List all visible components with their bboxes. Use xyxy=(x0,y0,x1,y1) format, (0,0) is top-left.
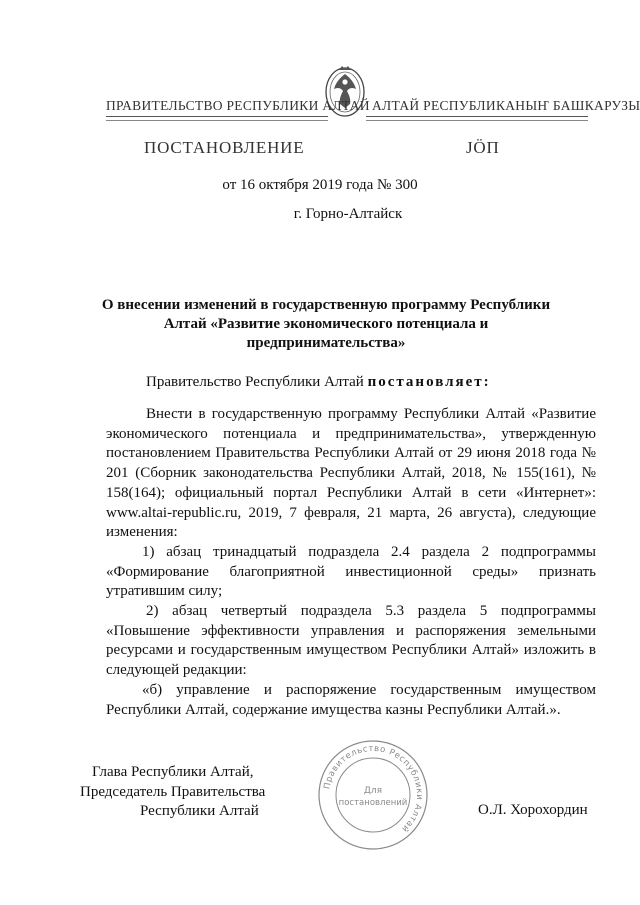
body-paragraph: Внести в государственную программу Республики Алтай «Развитие экономического потенциала и предпринимательства», утвержденную постановлением Правительства Республики Алтай от 29 июня 2018 года № 201 (Сборник законодательства Республики Алтай, 2018, № 155(161), № 158(164); официальный портал Республики Алтай в сети «Интернет»: www.altai-republic.ru, 2019, 7 февраля, 21 марта, 26 августа), следующие изменения: xyxy=(106,406,596,541)
header-right-org: АЛТАЙ РЕСПУБЛИКАНЫҤ БАШКАРУЗЫ xyxy=(372,98,640,113)
signature-line-2: Председатель Правительства xyxy=(80,783,266,800)
signature-line-3: Республики Алтай xyxy=(140,803,259,819)
signature-block xyxy=(80,763,265,822)
official-stamp xyxy=(316,738,430,852)
intro-line xyxy=(146,374,491,391)
document-date: от 16 октября 2019 года № 300 xyxy=(222,177,418,193)
header-rule-right xyxy=(366,116,588,117)
intro-bold: постановляет: xyxy=(367,374,491,390)
doc-type-right: ЈӦП xyxy=(466,138,500,157)
document-city: г. Горно-Алтайск xyxy=(293,206,403,222)
intro-text: Правительство Республики Алтай xyxy=(146,374,368,390)
header-rule-left-thin xyxy=(106,120,328,121)
header-rule-left xyxy=(106,116,328,117)
signatory-name: О.Л. Хорохордин xyxy=(478,802,588,818)
stamp-center-line-1: Для xyxy=(363,786,383,796)
stamp-ring-text: Правительство Республики Алтай xyxy=(322,743,425,835)
body-paragraph: 2) абзац четвертый подраздела 5.3 раздела 5 подпрограммы «Повышение эффективности управления и распоряжения земельными ресурсами и государственным имуществом Республики Алтай» изложить в следующей редакции: xyxy=(106,603,596,679)
body-paragraph: 1) абзац тринадцатый подраздела 2.4 раздела 2 подпрограммы «Формирование благоприятной инвестиционной среды» признать утратившим силу; xyxy=(106,543,596,600)
header-left-org: ПРАВИТЕЛЬСТВО РЕСПУБЛИКИ АЛТАЙ xyxy=(106,98,370,113)
document-body xyxy=(106,405,596,720)
signature-line-1: Глава Республики Алтай, xyxy=(92,764,254,780)
stamp-center-line-2: постановлений xyxy=(338,798,408,808)
header-rule-right-thin xyxy=(366,120,588,121)
body-paragraph: «б) управление и распоряжение государственным имуществом Республики Алтай, содержание имущества казны Республики Алтай.». xyxy=(106,681,596,718)
document-title: О внесении изменений в государственную программу Республики Алтай «Развитие экономического потенциала и предпринимательства» xyxy=(101,297,551,351)
doc-type-left: ПОСТАНОВЛЕНИЕ xyxy=(144,138,305,157)
